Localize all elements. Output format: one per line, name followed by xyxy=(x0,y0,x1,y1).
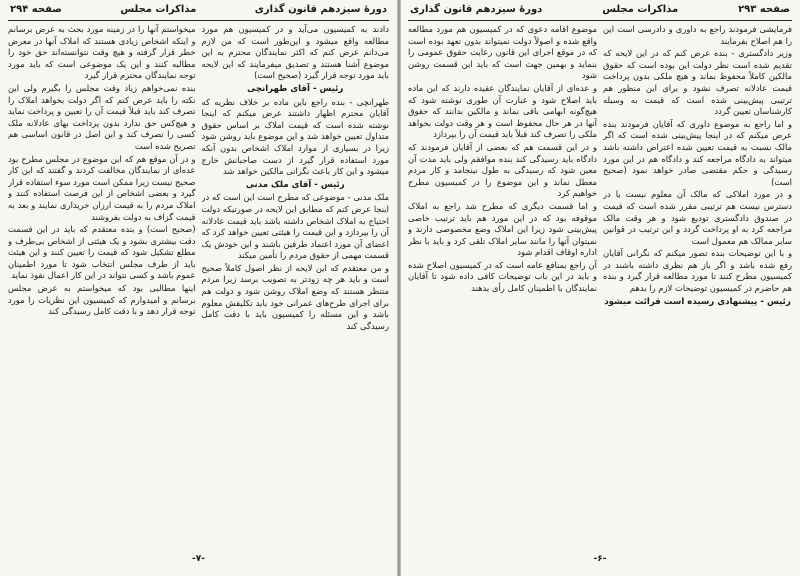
right-b-p1: و عده‌ای از آقایان نمایندگان عقیده دارند که این ماده باید اصلاح شود و عبارت آن طوری نوشته شود که هیچ‌گونه ابهامی باقی نماند و مالکین بدانند که حقوق آنها در هر حال محفوظ است و هر وقت دولت بخواهد ملکی را تصرف کند قبلاً باید قیمت آن را بپردازد xyxy=(408,82,597,140)
right-a-p3: و در مورد املاکی که مالک آن معلوم نیست یا در دسترس نیست هم ترتیبی مقرر شده است که قیمت در صندوق دادگستری تودیع شود و هر وقت مالک مراجعه کرد به او پرداخت گردد و این ترتیب در قوانین سایر ممالک هم معمول است xyxy=(603,189,792,246)
left-column-b xyxy=(8,24,196,552)
left-b-p3: (صحیح است) و بنده معتقدم که باید در این قسمت دقت بیشتری بشود و یک هیئتی از اشخاص بی‌طرف و مطلع تشکیل شود که قیمت را تعیین کنند و این هیئت باید از طرف مجلس انتخاب شود تا مورد اطمینان عموم باشد و کسی نتواند در این کار اعمال نفوذ نماید xyxy=(8,224,196,281)
left-b-p2: و در آن موقع هم که این موضوع در مجلس مطرح بود عده‌ای از نمایندگان مخالفت کردند و گفتند که این کار صحیح نیست زیرا ممکن است مورد سوء استفاده قرار گیرد و بعضی اشخاص از این فرصت استفاده کنند و املاک مردم را به قیمت ارزان خریداری نمایند و بعد به قیمت گزاف به دولت بفروشند xyxy=(8,153,196,222)
left-columns xyxy=(8,24,389,552)
left-page xyxy=(0,0,398,576)
right-center-title: مذاکرات مجلس xyxy=(602,4,679,15)
right-a-p4: و با این توضیحات بنده تصور میکنم که نگرانی آقایان رفع شده باشد و اگر باز هم نظری داشته باشند در کمیسیون مطرح کنند تا مورد مطالعه قرار گیرد و بنده هم حاضرم در کمیسیون توضیحات لازم را بدهم xyxy=(603,248,792,294)
left-b-p1: بنده نمی‌خواهم زیاد وقت مجلس را بگیرم ولی این نکته را باید عرض کنم که اگر دولت بخواهد املاک را تصرف کند باید قبلاً قیمت آن را تعیین و پرداخت نماید و هیچ‌کس حق ندارد بدون پرداخت بهای عادلانه ملک کسی را تصرف کند و این اصل در قانون اساسی هم تصریح شده است xyxy=(8,82,196,151)
left-a-p5: و من معتقدم که این لایحه از نظر اصول کاملاً صحیح است و باید هر چه زودتر به تصویب برسد زیرا مردم منتظر هستند که وضع املاک روشن شود و دولت هم برای اجرای طرح‌های عمرانی خود باید تکلیفش معلوم باشد و این مسئله را کمیسیون باید با دقت کامل رسیدگی کند xyxy=(201,262,389,331)
left-column-a xyxy=(202,24,390,552)
left-center-title: مذاکرات مجلس xyxy=(120,4,197,15)
left-running-head xyxy=(8,4,389,21)
right-b-p3: و اما قسمت دیگری که مطرح شد راجع به املاک موقوفه بود که در این مورد هم باید ترتیب خاصی پیش‌بینی شود زیرا این املاک وضع مخصوصی دارند و نمیتوان آنها را مانند سایر املاک تلقی کرد و باید با نظر اداره اوقاف اقدام شود xyxy=(408,200,597,258)
left-b-p0: میخواستم آنها را در زمینه مورد بحث به عرض برسانم و اینکه اشخاص زیادی هستند که املاک آنها در معرض خطر قرار گرفته و هیچ وقت نتوانسته‌اند حق خود را مطالبه کنند و این یک موضوعی است که باید مورد توجه نمایندگان محترم قرار گیرد xyxy=(8,24,196,81)
right-b-p0: موضوع اقامه دعوی که در کمیسیون هم مورد مطالعه واقع شده و اصولاً دولت نمیتواند بدون تعهد بوده است که در موقع اجرای این قانون رعایت حقوق عمومی را بنماید و بهمین جهت است که باید این قسمت روشن شود xyxy=(408,24,597,81)
right-a-speaker-5: رئیس - پیشنهادی رسیده است قرائت میشود xyxy=(604,296,791,307)
right-a-p2: و اما راجع به موضوع داوری که آقایان فرمودند بنده عرض میکنم که در اینجا پیش‌بینی شده است که اگر مالک نسبت به قیمت تعیین شده اعتراض داشته باشد میتواند به دادگاه مراجعه کند و دادگاه هم در این مورد رسیدگی و حکم مقتضی صادر خواهد نمود (صحیح است) xyxy=(603,118,792,187)
left-b-p4: اینها مطالبی بود که میخواستم به عرض مجلس برسانم و امیدوارم که کمیسیون این نظریات را مورد توجه قرار دهد و با دقت کامل رسیدگی کند xyxy=(8,283,196,317)
right-b-p2: و در این قسمت هم که بعضی از آقایان فرمودند که دادگاه باید رسیدگی کند بنده موافقم ولی باید مدت آن معین شود که رسیدگی به طول نینجامد و کار مردم معطل نماند و این موضوع را در کمیسیون مطرح خواهیم کرد xyxy=(408,141,597,199)
right-column-b xyxy=(408,24,597,552)
right-page-label: صفحه ۲۹۳ xyxy=(738,4,790,15)
right-page xyxy=(400,0,800,576)
right-b-p4: آن راجع بمنافع عامه است که در کمیسیون اصلاح شده و باید در این باب توضیحات کافی داده شود تا آقایان نمایندگان با اطمینان کامل رأی بدهند xyxy=(408,259,597,294)
right-a-p0: فرمایشی فرمودند راجع به داوری و دادرسی است این را هم اصلاح بفرمایند xyxy=(603,24,792,46)
left-a-p0: دادند به کمیسیون می‌آید و در کمیسیون هم مورد مطالعه واقع میشود و این‌طور است که من لازم می‌دانم عرض کنم که اکثر نمایندگان محترم به این موضوع آشنا هستند و تصدیق میفرمایند که این لایحه باید مورد توجه قرار گیرد (صحیح است) xyxy=(201,24,389,81)
left-series-title: دورهٔ سیزدهم قانون گذاری xyxy=(254,4,387,15)
left-a-speaker-1: رئیس - آقای طهرانچی xyxy=(247,83,344,94)
left-a-speaker-3: رئیس - آقای ملک مدنی xyxy=(245,179,345,190)
right-running-head xyxy=(408,4,792,21)
left-page-number: -۷- xyxy=(192,554,205,564)
right-series-title: دورهٔ سیزدهم قانون گذاری xyxy=(410,4,543,15)
right-page-number: -۶- xyxy=(593,554,607,564)
right-a-p1: وزیر دادگستری - بنده عرض کنم که در این لایحه که تقدیم شده است نظر دولت این بوده است که حقوق مالکین کاملاً محفوظ بماند و هیچ ملکی بدون پرداخت قیمت عادلانه تصرف نشود و برای این منظور هم ترتیبی پیش‌بینی شده است که قیمت به وسیله کارشناسان تعیین گردد xyxy=(603,48,792,117)
left-a-p2: طهرانچی - بنده راجع باین ماده بر خلاف نظریه که آقایان محترم اظهار داشتند عرض میکنم که اینجا نوشته شده است که قیمت املاک بر اساس حقوق متداول تعیین خواهد شد و این موضوع باید روشن شود زیرا در بسیاری از موارد املاک اشخاص بدون آنکه مورد استفاده قرار گیرد از دست صاحبانش خارج میشود و این کار باعث نگرانی مالکین خواهد شد xyxy=(201,96,389,177)
left-page-label: صفحه ۲۹۴ xyxy=(10,4,62,15)
left-a-p4: ملک مدنی - موضوعی که مطرح است این است که در اینجا عرض کنم که مطابق این لایحه در صورتیکه دولت احتیاج به املاک اشخاص داشته باشد باید قیمت عادلانه آن را بپردازد و این قیمت را هیئتی تعیین خواهد کرد که اعضای آن مورد اعتماد طرفین باشند و این خودش یک قسمت مهمی از حقوق مردم را تأمین میکند xyxy=(201,192,389,261)
right-columns xyxy=(408,24,792,552)
right-column-a xyxy=(603,24,792,552)
